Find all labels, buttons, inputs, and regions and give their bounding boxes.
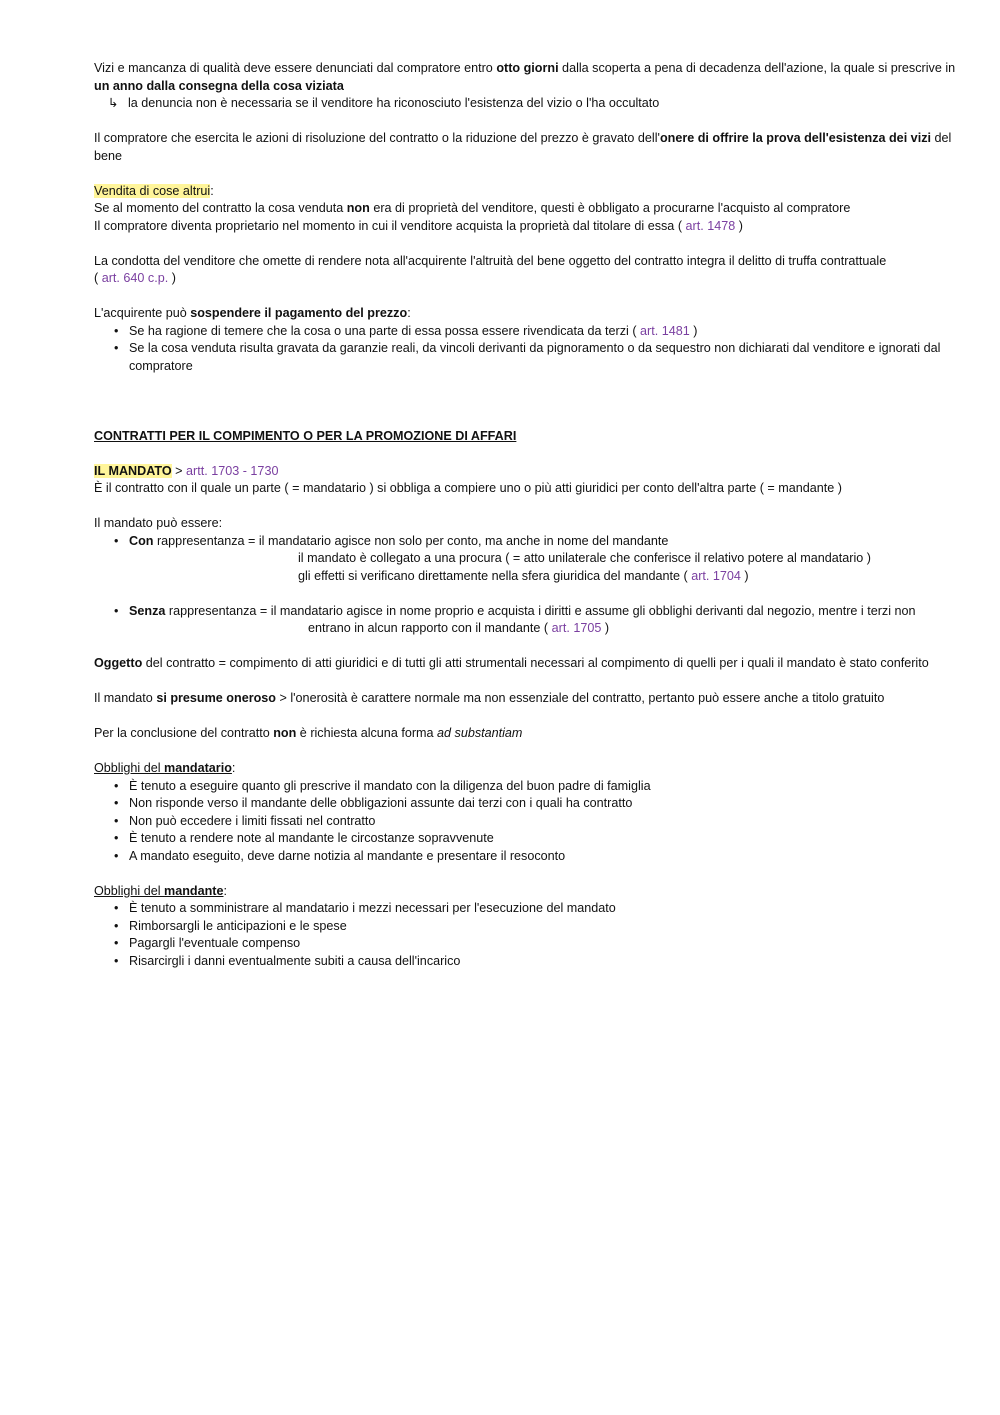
text: Obblighi del [94,883,165,898]
text-bold: otto giorni [496,61,559,75]
highlighted-heading: Vendita di cose altrui [94,183,211,198]
text: : [231,761,236,775]
paragraph-onerosita [94,690,990,708]
paragraph-truffa [94,253,990,288]
bullet-list-mandante [94,900,990,970]
text: è richiesta alcuna forma [296,726,438,740]
list-item: • Non può eccedere i limiti fissati nel contratto [94,813,990,831]
text-bold: sospendere il pagamento del prezzo [190,306,408,320]
text-italic: ad substantiam [437,726,523,740]
text: dalla scoperta a pena di decadenza dell'azione, la quale si prescrive in [558,61,956,75]
article-reference-link[interactable]: art. 640 c.p. [101,271,169,285]
bullet-list [94,603,990,638]
text: del contratto = compimento di atti giuridici e di tutti gli atti strumentali necessari al compimento di quelli per i quali il mandato è stato conferito [142,656,929,670]
section-title [94,428,990,446]
text: Obblighi del [94,761,165,775]
text: È il contratto con il quale un parte ( = mandatario ) si obbliga a compiere uno o più atti giuridici per conto dell'altra parte ( = mandante ) [94,481,842,495]
text: la denuncia non è necessaria se il venditore ha riconosciuto l'esistenza del vizio o l'ha occultato [128,96,660,110]
text-bold: non [273,726,297,740]
text: Il compratore diventa proprietario nel momento in cui il venditore acquista la proprietà dal titolare di essa ( [94,218,686,233]
text: compratore [129,358,193,373]
article-reference-link[interactable]: art. 1478 [685,218,736,233]
paragraph-obblighi-mandatario [94,760,990,865]
text: La condotta del venditore che omette di rendere nota all'acquirente l'altruità del bene oggetto del contratto integra il delitto di truffa contrattuale [94,253,887,268]
text-bold: non [346,201,370,215]
text: ) [740,568,749,583]
text: L'acquirente può [94,306,191,320]
paragraph-sospensione [94,305,990,375]
list-item: • È tenuto a somministrare al mandatario i mezzi necessari per l'esecuzione del mandato [94,900,990,918]
text: rappresentanza = il mandatario agisce non solo per conto, ma anche in nome del mandante [153,533,669,548]
text-bold: si presume oneroso [156,691,276,705]
list-item: • Rimborsargli le anticipazioni e le spese [94,918,990,936]
highlighted-heading: IL MANDATO [94,463,172,478]
list-item: • È tenuto a rendere note al mandante le circostanze sopravvenute [94,830,990,848]
list-item: • Risarcirgli i danni eventualmente subiti a causa dell'incarico [94,953,990,971]
text: Se ha ragione di temere che la cosa o una parte di essa possa essere rivendicata da terzi ( [129,323,641,338]
paragraph-vendita-cose-altrui [94,183,990,236]
text: > [171,463,187,478]
bullet-list [94,323,990,376]
list-item: • Non risponde verso il mandante delle obbligazioni assunte dai terzi con i quali ha contratto [94,795,990,813]
text-bold: un anno dalla consegna della cosa viziata [94,78,344,93]
text: Il compratore che esercita le azioni di risoluzione del contratto o la riduzione del prezzo è gravato dell' [94,131,660,145]
text: Il mandato può essere: [94,516,223,530]
article-reference-link[interactable]: artt. 1703 - 1730 [186,463,279,478]
text: > l'onerosità è carattere normale ma non essenziale del contratto, pertanto può essere anche a titolo gratuito [276,691,885,705]
text-bold: Senza [129,603,166,618]
list-item: • È tenuto a eseguire quanto gli prescrive il mandato con la diligenza del buon padre di famiglia [94,778,990,796]
paragraph-oggetto [94,655,990,673]
list-item [94,340,990,375]
paragraph-obblighi-mandante [94,883,990,971]
text: entrano in alcun rapporto con il mandante ( [308,621,552,635]
text-bold: mandatario [164,761,232,775]
text: Vizi e mancanza di qualità deve essere denunciati dal compratore entro [94,61,497,75]
paragraph-senza-rappresentanza [94,603,990,638]
text: bene [94,148,123,163]
paragraph-vizi [94,60,990,113]
text: • Se la cosa venduta risulta gravata da garanzie reali, da vincoli derivanti da pignoramento o da sequestro non dichiarati dal venditore e ignorati dal [129,341,941,355]
document-content [94,60,990,988]
paragraph-forma [94,725,990,743]
text: rappresentanza = il mandatario agisce in nome proprio e acquista i diritti e assume gli obblighi derivanti dal negozio, mentre i terzi non [165,603,916,618]
text: ) [168,271,176,285]
section-title-text: CONTRATTI PER IL COMPIMENTO O PER LA PROMOZIONE DI AFFARI [94,428,517,443]
text-bold: onere di offrire la prova dell'esistenza dei vizi [659,131,931,145]
text: era di proprietà del venditore, questi è obbligato a procurarne l'acquisto al compratore [369,201,851,215]
list-item [94,323,990,341]
text: gli effetti si verificano direttamente nella sfera giuridica del mandante ( [298,568,692,583]
article-reference-link[interactable]: art. 1705 [551,621,602,635]
arrow-icon: ↳ [108,96,119,110]
bullet-list-mandatario [94,778,990,866]
text: del [931,131,952,145]
list-item [94,603,990,638]
paragraph-mandato-definizione [94,463,990,498]
text: Per la conclusione del contratto [94,726,274,740]
paragraph-onere-prova [94,130,990,165]
text: Se al momento del contratto la cosa venduta [94,201,347,215]
text: il mandato è collegato a una procura ( = atto unilaterale che conferisce il relativo potere al mandatario ) [298,551,871,565]
text-bold: Oggetto [94,656,143,670]
article-reference-link[interactable]: art. 1481 [640,323,690,338]
text: ) [735,218,743,233]
text: ( [94,271,102,285]
text: : [210,183,214,198]
text: ) [689,323,698,338]
text: : [223,883,227,898]
list-item: • Pagargli l'eventuale compenso [94,935,990,953]
paragraph-tipi-mandato [94,515,990,585]
list-item [94,533,990,586]
text-bold: mandante [164,883,224,898]
text: Il mandato [94,691,157,705]
article-reference-link[interactable]: art. 1704 [691,568,741,583]
list-item: • A mandato eseguito, deve darne notizia al mandante e presentare il resoconto [94,848,990,866]
bullet-list [94,533,990,586]
text: : [407,306,411,320]
text: ) [601,621,610,635]
text-bold: Con [129,533,154,548]
